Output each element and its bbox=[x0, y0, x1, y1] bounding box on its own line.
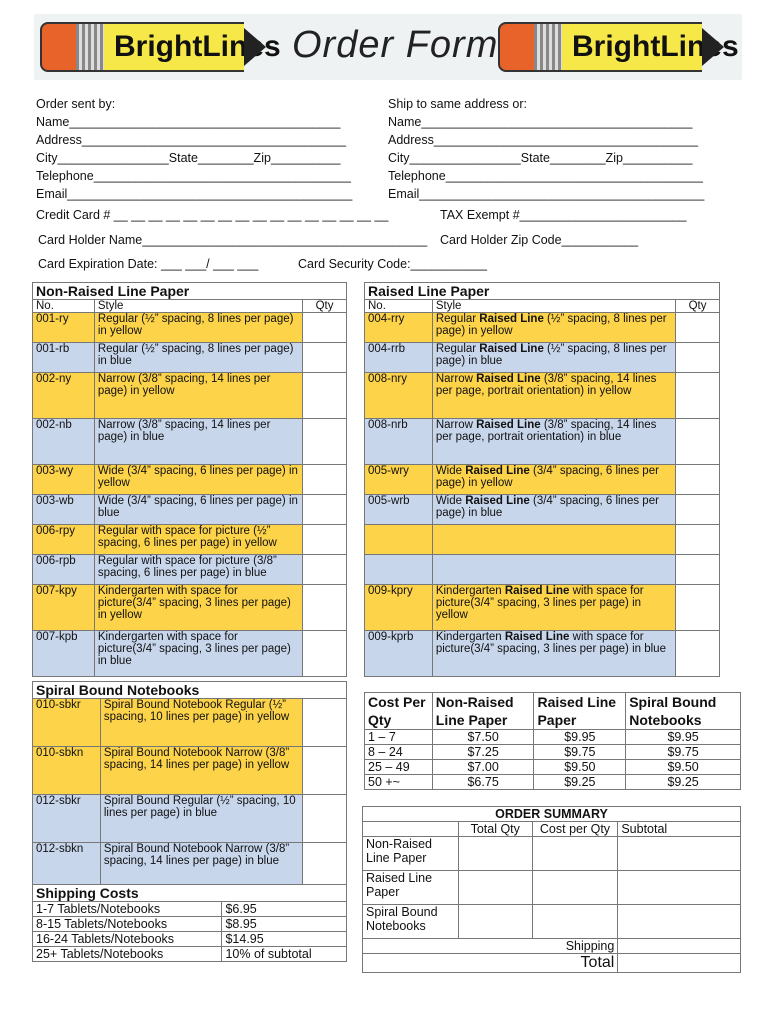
table-row bbox=[33, 495, 347, 525]
ship-to-heading: Ship to same address or: bbox=[388, 97, 527, 111]
item-style: Narrow (3/8” spacing, 14 lines per page) in blue bbox=[94, 419, 302, 465]
qty-input[interactable] bbox=[676, 373, 720, 419]
item-style: Regular Raised Line (½” spacing, 8 lines per page) in blue bbox=[432, 343, 675, 373]
cost-header-qty: Cost Per Qty bbox=[365, 693, 433, 730]
order-summary-table bbox=[362, 806, 741, 973]
brand-name-right: BrightLines bbox=[562, 22, 702, 72]
item-no: 005-wrb bbox=[365, 495, 433, 525]
col-header-style: Style bbox=[432, 300, 675, 313]
price: $7.50 bbox=[432, 730, 534, 745]
subtotal-input[interactable] bbox=[618, 837, 741, 871]
cost-input[interactable] bbox=[532, 905, 618, 939]
qty-range: 25 – 49 bbox=[365, 760, 433, 775]
item-no: 001-rb bbox=[33, 343, 95, 373]
raised-table bbox=[364, 282, 720, 677]
table-row bbox=[33, 585, 347, 631]
spiral-table bbox=[32, 681, 347, 885]
sender-address-field[interactable]: Address______________________________________ bbox=[36, 133, 347, 147]
total-input[interactable] bbox=[618, 954, 741, 973]
page-title: Order Form bbox=[292, 24, 499, 66]
cost-input[interactable] bbox=[532, 871, 618, 905]
price: $7.00 bbox=[432, 760, 534, 775]
summary-item: Non-Raised Line Paper bbox=[363, 837, 459, 871]
cost-header-non-raised: Non-Raised Line Paper bbox=[432, 693, 534, 730]
summary-item: Raised Line Paper bbox=[363, 871, 459, 905]
qty-input[interactable] bbox=[303, 843, 347, 885]
qty-input[interactable] bbox=[303, 495, 347, 525]
price: $9.95 bbox=[534, 730, 626, 745]
table-row bbox=[365, 419, 720, 465]
item-no: 010-sbkr bbox=[33, 699, 101, 747]
item-no: 004-rrb bbox=[365, 343, 433, 373]
ship-city-state-zip-field[interactable]: City________________State________Zip__________ bbox=[388, 151, 693, 165]
qty-input[interactable] bbox=[303, 373, 347, 419]
item-no: 003-wy bbox=[33, 465, 95, 495]
order-sent-by-heading: Order sent by: bbox=[36, 97, 116, 111]
item-style: Regular with space for picture (3/8” spacing, 6 lines per page) in blue bbox=[94, 555, 302, 585]
shipping-price: $6.95 bbox=[222, 902, 347, 917]
qty-input[interactable] bbox=[303, 699, 347, 747]
sender-city-state-zip-field[interactable]: City________________State________Zip__________ bbox=[36, 151, 341, 165]
shipping-table bbox=[32, 884, 347, 962]
spiral-title: Spiral Bound Notebooks bbox=[33, 682, 347, 699]
subtotal-input[interactable] bbox=[618, 871, 741, 905]
raised-title: Raised Line Paper bbox=[365, 283, 720, 300]
price: $9.75 bbox=[626, 745, 741, 760]
item-no: 010-sbkn bbox=[33, 747, 101, 795]
item-style: Wide (3/4” spacing, 6 lines per page) in blue bbox=[94, 495, 302, 525]
shipping-range: 8-15 Tablets/Notebooks bbox=[33, 917, 222, 932]
non-raised-table bbox=[32, 282, 347, 677]
table-row bbox=[33, 525, 347, 555]
qty-input[interactable] bbox=[676, 419, 720, 465]
price: $7.25 bbox=[432, 745, 534, 760]
qty-input[interactable] bbox=[676, 495, 720, 525]
shipping-range: 16-24 Tablets/Notebooks bbox=[33, 932, 222, 947]
qty-input[interactable] bbox=[303, 343, 347, 373]
qty-input[interactable] bbox=[303, 465, 347, 495]
item-no: 006-rpb bbox=[33, 555, 95, 585]
col-header-qty: Qty bbox=[676, 300, 720, 313]
brand-logo-right bbox=[498, 22, 738, 72]
item-no: 009-kprb bbox=[365, 631, 433, 677]
item-no: 008-nrb bbox=[365, 419, 433, 465]
cost-table bbox=[364, 692, 741, 790]
table-row bbox=[363, 837, 741, 871]
credit-card-field[interactable]: Credit Card # __ __ __ __ __ __ __ __ __ __ __ __ __ __ __ __ bbox=[36, 208, 389, 222]
qty-range: 8 – 24 bbox=[365, 745, 433, 760]
item-style: Narrow (3/8” spacing, 14 lines per page) in yellow bbox=[94, 373, 302, 419]
table-row bbox=[365, 631, 720, 677]
item-style: Kindergarten with space for picture(3/4” spacing, 3 lines per page) in blue bbox=[94, 631, 302, 677]
qty-range: 1 – 7 bbox=[365, 730, 433, 745]
price: $9.50 bbox=[626, 760, 741, 775]
non-raised-title: Non-Raised Line Paper bbox=[33, 283, 347, 300]
table-row bbox=[33, 902, 347, 917]
item-style: Regular (½” spacing, 8 lines per page) in yellow bbox=[94, 313, 302, 343]
cost-header-raised: Raised Line Paper bbox=[534, 693, 626, 730]
table-row bbox=[33, 699, 347, 747]
cost-input[interactable] bbox=[532, 837, 618, 871]
table-row bbox=[33, 631, 347, 677]
tax-exempt-field[interactable]: TAX Exempt #________________________ bbox=[440, 208, 687, 222]
summary-item: Spiral Bound Notebooks bbox=[363, 905, 459, 939]
table-row bbox=[365, 373, 720, 419]
col-header-no: No. bbox=[33, 300, 95, 313]
table-row bbox=[33, 555, 347, 585]
table-row bbox=[365, 495, 720, 525]
table-row bbox=[365, 745, 741, 760]
price: $9.50 bbox=[534, 760, 626, 775]
item-style: Wide Raised Line (3/4” spacing, 6 lines per page) in blue bbox=[432, 495, 675, 525]
item-no: 005-wry bbox=[365, 465, 433, 495]
shipping-title: Shipping Costs bbox=[33, 885, 347, 902]
item-style: Spiral Bound Regular (½” spacing, 10 lines per page) in blue bbox=[100, 795, 302, 843]
total-qty-input[interactable] bbox=[458, 871, 532, 905]
price: $9.75 bbox=[534, 745, 626, 760]
qty-input[interactable] bbox=[303, 525, 347, 555]
table-row bbox=[33, 313, 347, 343]
shipping-price: $8.95 bbox=[222, 917, 347, 932]
sender-email-field[interactable]: Email_________________________________________ bbox=[36, 187, 353, 201]
shipping-label: Shipping bbox=[363, 939, 618, 954]
total-label: Total bbox=[363, 954, 618, 973]
table-row-empty bbox=[365, 555, 720, 585]
col-header-no: No. bbox=[365, 300, 433, 313]
qty-input[interactable] bbox=[676, 343, 720, 373]
item-style: Wide Raised Line (3/4” spacing, 6 lines per page) in yellow bbox=[432, 465, 675, 495]
shipping-input[interactable] bbox=[618, 939, 741, 954]
item-style: Spiral Bound Notebook Narrow (3/8” spacing, 14 lines per page) in blue bbox=[100, 843, 302, 885]
shipping-price: $14.95 bbox=[222, 932, 347, 947]
item-no: 006-rpy bbox=[33, 525, 95, 555]
item-no: 007-kpy bbox=[33, 585, 95, 631]
total-qty-input[interactable] bbox=[458, 837, 532, 871]
subtotal-input[interactable] bbox=[618, 905, 741, 939]
table-row bbox=[33, 932, 347, 947]
item-no: 001-ry bbox=[33, 313, 95, 343]
table-row bbox=[33, 795, 347, 843]
table-row-empty bbox=[365, 525, 720, 555]
item-no: 008-nry bbox=[365, 373, 433, 419]
table-row bbox=[365, 465, 720, 495]
table-row bbox=[363, 905, 741, 939]
item-style: Narrow Raised Line (3/8” spacing, 14 lines per page, portrait orientation) in blue bbox=[432, 419, 675, 465]
qty-input[interactable] bbox=[303, 631, 347, 677]
ship-telephone-field[interactable]: Telephone_____________________________________ bbox=[388, 169, 703, 183]
price: $6.75 bbox=[432, 775, 534, 790]
col-header-style: Style bbox=[94, 300, 302, 313]
item-style: Spiral Bound Notebook Regular (½” spacing, 10 lines per page) in yellow bbox=[100, 699, 302, 747]
col-header-qty: Qty bbox=[303, 300, 347, 313]
sender-name-field[interactable]: Name_______________________________________ bbox=[36, 115, 341, 129]
table-row bbox=[365, 730, 741, 745]
table-row bbox=[365, 343, 720, 373]
price: $9.25 bbox=[626, 775, 741, 790]
table-row bbox=[363, 871, 741, 905]
qty-range: 50 +~ bbox=[365, 775, 433, 790]
table-row bbox=[365, 313, 720, 343]
item-no: 007-kpb bbox=[33, 631, 95, 677]
table-row bbox=[365, 585, 720, 631]
item-style: Kindergarten Raised Line with space for picture(3/4” spacing, 3 lines per page) in blue bbox=[432, 631, 675, 677]
price: $9.25 bbox=[534, 775, 626, 790]
qty-input[interactable] bbox=[303, 795, 347, 843]
ship-name-field[interactable]: Name_______________________________________ bbox=[388, 115, 693, 129]
qty-input[interactable] bbox=[303, 555, 347, 585]
qty-input[interactable] bbox=[303, 747, 347, 795]
qty-input[interactable] bbox=[676, 313, 720, 343]
table-row bbox=[33, 947, 347, 962]
item-no: 012-sbkn bbox=[33, 843, 101, 885]
table-row bbox=[33, 373, 347, 419]
qty-input[interactable] bbox=[676, 585, 720, 631]
item-style: Regular (½” spacing, 8 lines per page) in blue bbox=[94, 343, 302, 373]
item-style: Regular with space for picture (½” spacing, 6 lines per page) in yellow bbox=[94, 525, 302, 555]
item-no: 012-sbkr bbox=[33, 795, 101, 843]
qty-input[interactable] bbox=[676, 555, 720, 585]
cost-header-spiral: Spiral Bound Notebooks bbox=[626, 693, 741, 730]
item-no: 002-nb bbox=[33, 419, 95, 465]
summary-col-subtotal: Subtotal bbox=[618, 822, 741, 837]
summary-col-total-qty: Total Qty bbox=[458, 822, 532, 837]
item-no: 002-ny bbox=[33, 373, 95, 419]
item-style: Narrow Raised Line (3/8” spacing, 14 lines per page, portrait orientation) in yellow bbox=[432, 373, 675, 419]
total-qty-input[interactable] bbox=[458, 905, 532, 939]
item-style: Kindergarten with space for picture(3/4” spacing, 3 lines per page) in yellow bbox=[94, 585, 302, 631]
shipping-range: 25+ Tablets/Notebooks bbox=[33, 947, 222, 962]
item-style: Regular Raised Line (½” spacing, 8 lines per page) in yellow bbox=[432, 313, 675, 343]
qty-input[interactable] bbox=[303, 313, 347, 343]
price: $9.95 bbox=[626, 730, 741, 745]
card-security-field[interactable]: Card Security Code:___________ bbox=[298, 257, 488, 271]
brand-logo-left bbox=[40, 22, 280, 72]
card-expiration-field[interactable]: Card Expiration Date: ___ ___/ ___ ___ bbox=[38, 257, 259, 271]
table-row bbox=[33, 917, 347, 932]
order-summary-title: ORDER SUMMARY bbox=[363, 807, 741, 822]
qty-input[interactable] bbox=[676, 525, 720, 555]
table-row bbox=[33, 465, 347, 495]
table-row bbox=[365, 775, 741, 790]
table-row bbox=[33, 419, 347, 465]
shipping-range: 1-7 Tablets/Notebooks bbox=[33, 902, 222, 917]
qty-input[interactable] bbox=[676, 465, 720, 495]
sender-telephone-field[interactable]: Telephone_____________________________________ bbox=[36, 169, 351, 183]
shipping-price: 10% of subtotal bbox=[222, 947, 347, 962]
item-style: Kindergarten Raised Line with space for picture(3/4” spacing, 3 lines per page) in yellow bbox=[432, 585, 675, 631]
card-holder-name-field[interactable]: Card Holder Name_________________________________________ bbox=[38, 233, 428, 247]
ship-email-field[interactable]: Email_________________________________________ bbox=[388, 187, 705, 201]
table-row bbox=[33, 747, 347, 795]
item-no: 003-wb bbox=[33, 495, 95, 525]
ship-address-field[interactable]: Address______________________________________ bbox=[388, 133, 699, 147]
item-no: 009-kpry bbox=[365, 585, 433, 631]
summary-col-cost: Cost per Qty bbox=[532, 822, 618, 837]
item-style: Spiral Bound Notebook Narrow (3/8” spacing, 14 lines per page) in yellow bbox=[100, 747, 302, 795]
item-no: 004-rry bbox=[365, 313, 433, 343]
table-row bbox=[33, 843, 347, 885]
qty-input[interactable] bbox=[303, 585, 347, 631]
brand-name: BrightLines bbox=[104, 22, 244, 72]
qty-input[interactable] bbox=[676, 631, 720, 677]
table-row bbox=[33, 343, 347, 373]
qty-input[interactable] bbox=[303, 419, 347, 465]
item-style: Wide (3/4” spacing, 6 lines per page) in yellow bbox=[94, 465, 302, 495]
table-row bbox=[365, 760, 741, 775]
card-holder-zip-field[interactable]: Card Holder Zip Code___________ bbox=[440, 233, 639, 247]
